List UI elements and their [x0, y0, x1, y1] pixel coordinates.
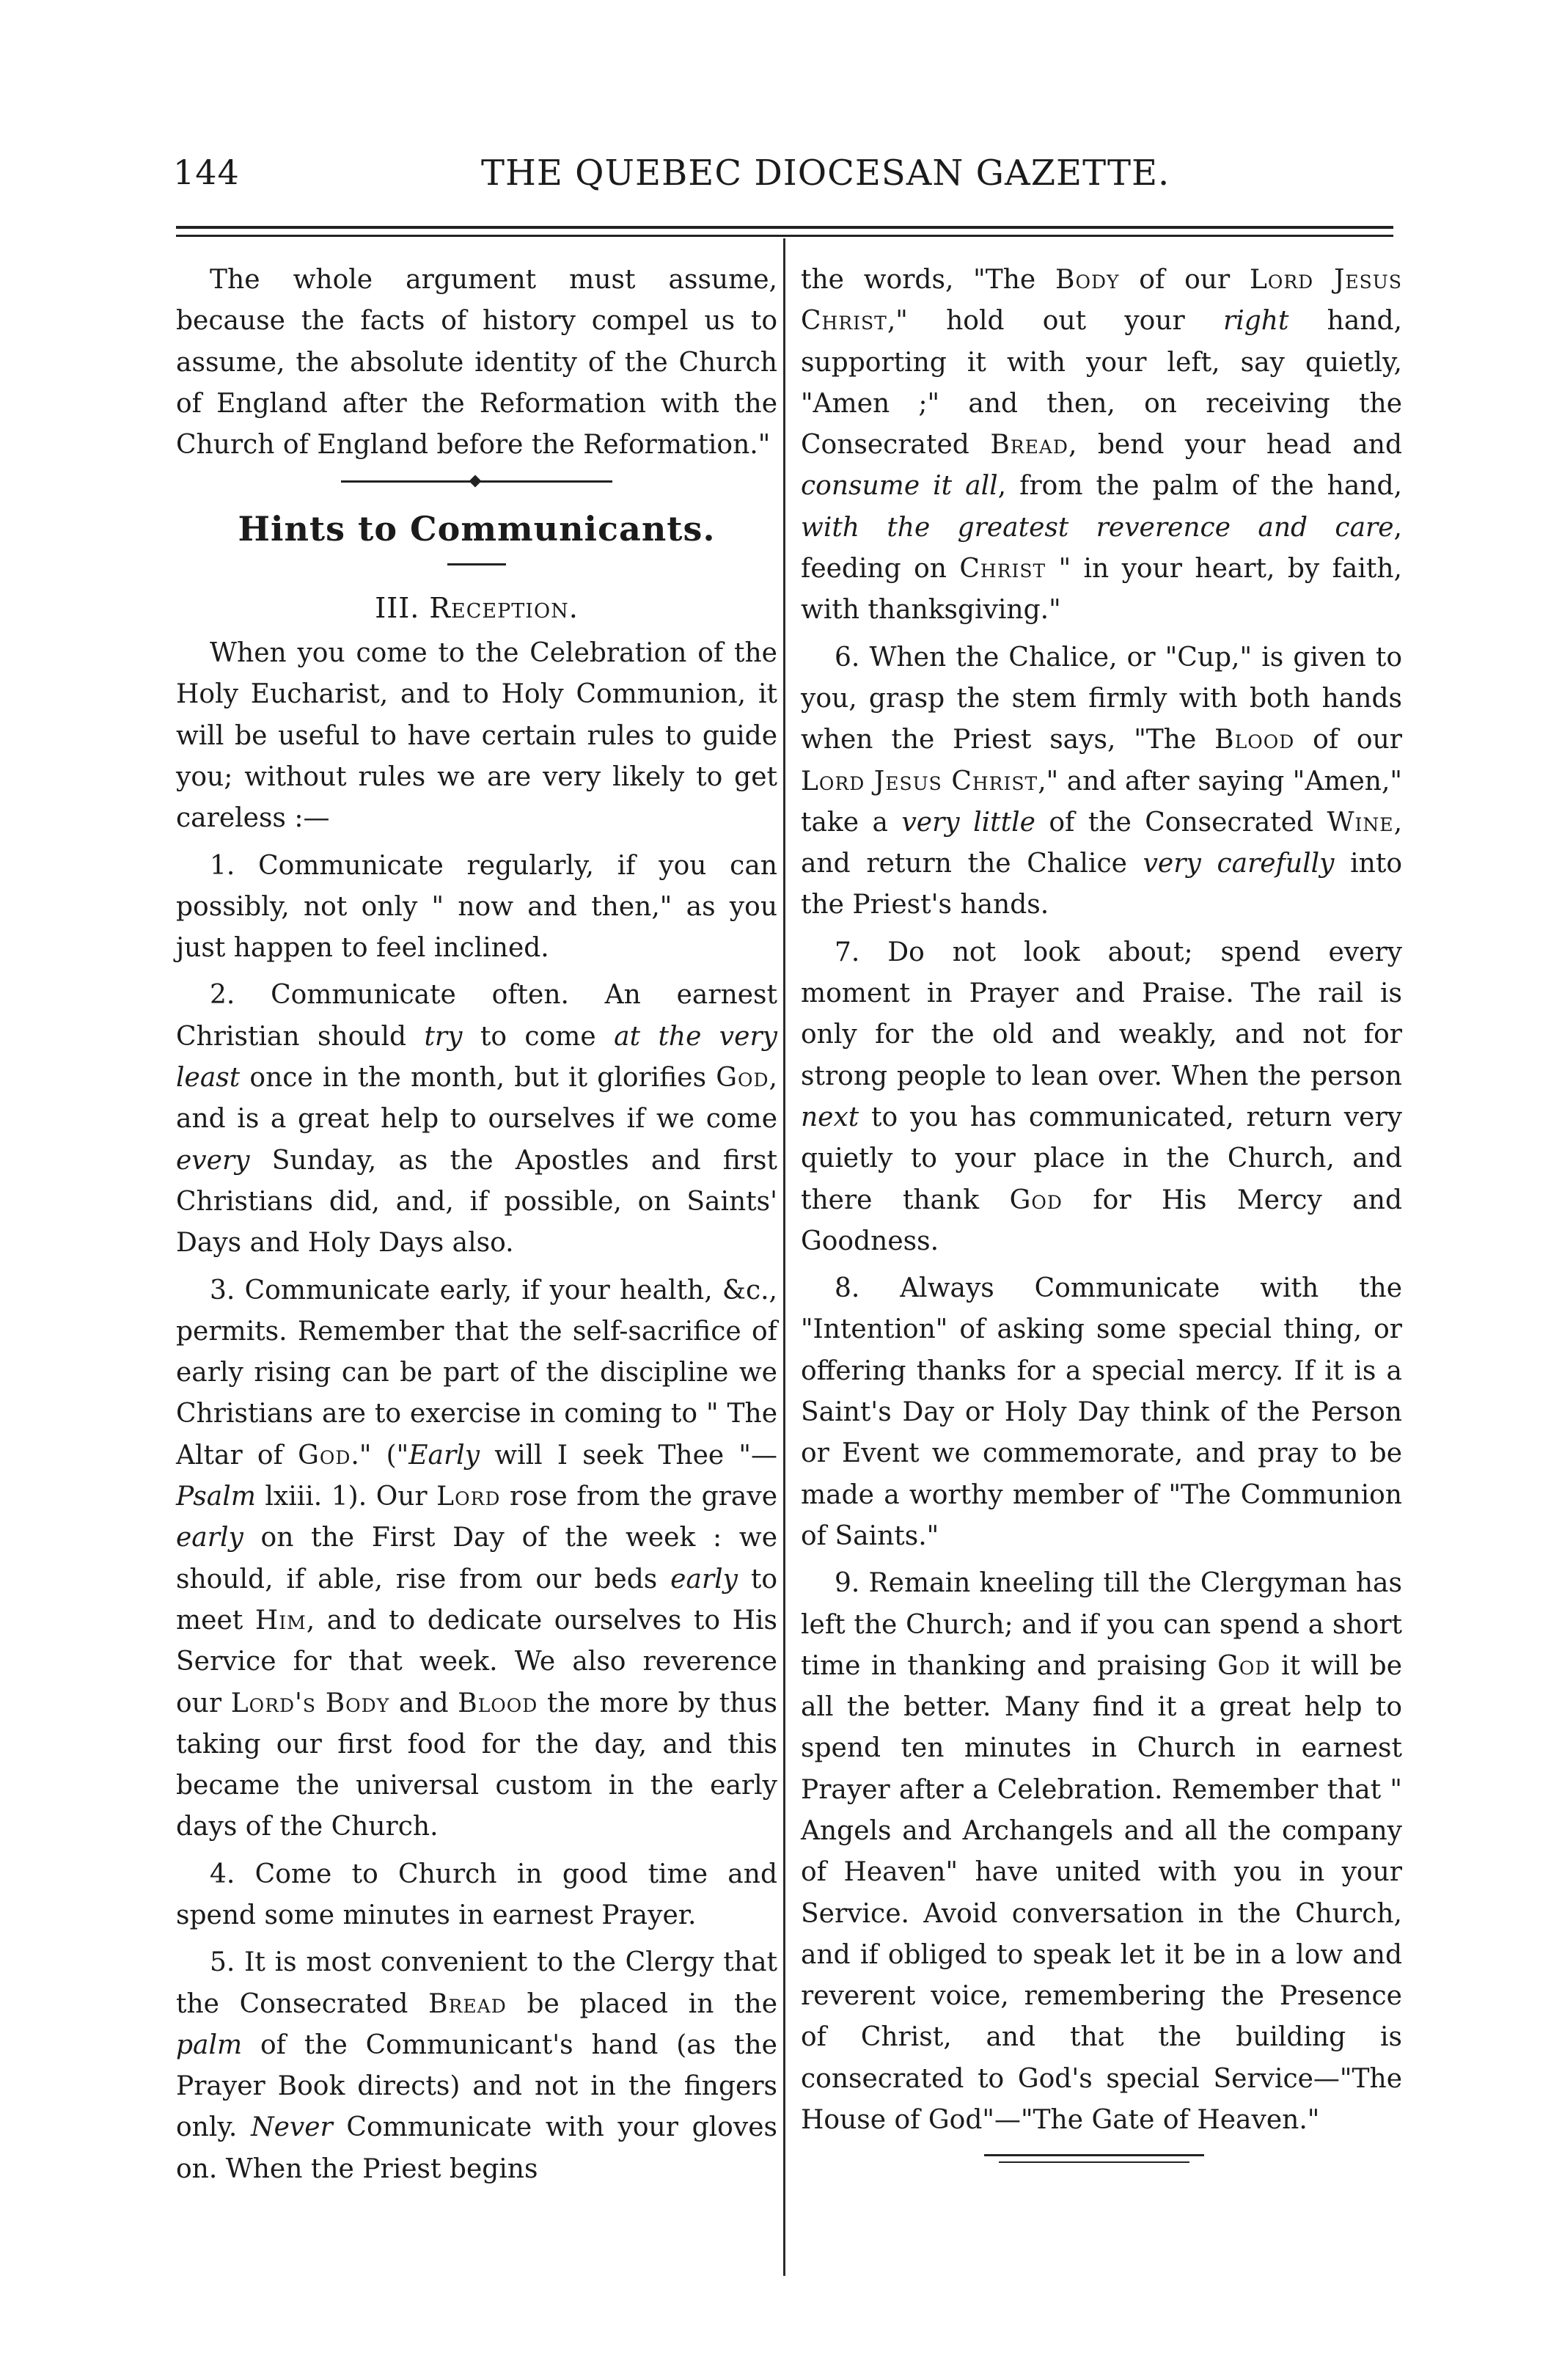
rule-4: 4. Come to Church in good time and spend some minutes in earnest Prayer. — [176, 1859, 777, 1930]
rule-6: 6. When the Chalice, or "Cup," is given to you, grasp the stem firmly with both hands when the Priest says, "The Blood of our Lord Jesus Christ," and after saying "Amen," take a very little of the Consecrated Wine, and return the Chalice very carefully into the Priest's hands. — [801, 642, 1403, 920]
end-ornament — [801, 2148, 1402, 2178]
subheading: III. Reception. — [375, 591, 579, 624]
rule-3: 3. Communicate early, if your health, &c., permits. Remember that the self-sacrifice of early rising can be part of the discipline we Christians are to exercise in coming to " The Altar of God." ("Early will I seek Thee "—Psalm lxiii. 1). Our Lord rose from the grave early on the First Day of the week : we should, if able, rise from our beds early to meet Him, and to dedicate ourselves to His Service for that week. We also reverence our Lord's Body and Blood the more by thus taking our first food for the day, and this became the universal custom in the early days of the Church. — [176, 1275, 778, 1842]
running-head: THE QUEBEC DIOCESAN GAZETTE. — [481, 153, 1170, 194]
column-divider — [783, 238, 785, 2276]
right-column — [801, 260, 1402, 2178]
intro-paragraph: When you come to the Celebration of the Holy Eucharist, and to Holy Communion, it will be useful to have certain rules to guide you; without rules we are very likely to get careless :— — [176, 638, 777, 834]
left-column — [176, 260, 777, 2190]
quote-continuation: The whole argument must assume, because the facts of history compel us to assume, the absolute identity of the Church of England after the Reformation with the Church of England before the Reformation." — [176, 265, 777, 461]
rule-2: 2. Communicate often. An earnest Christian should try to come at the very least once in the month, but it glorifies God, and is a great help to ourselves if we come every Sunday, as the Apostles and first Christians did, and, if possible, on Saints' Days and Holy Days also. — [176, 980, 777, 1259]
heading-rule — [447, 563, 506, 565]
rule-9: 9. Remain kneeling till the Clergyman has left the Church; and if you can spend a short time in thanking and praising God it will be all the better. Many find it a great help to spend ten minutes in Church in earnest Prayer after a Celebration. Remember that " Angels and Archangels and all the company of Heaven" have united with you in your Service. Avoid conversation in the Church, and if obliged to speak let it be in a low and reverent voice, remembering the Presence of Christ, and that the building is consecrated to God's special Service—"The House of God"—"The Gate of Heaven." — [801, 1568, 1402, 2136]
header-rule-second — [176, 235, 1393, 237]
page-number: 144 — [173, 153, 240, 192]
rule-5-continuation: the words, "The Body of our Lord Jesus Christ," hold out your right hand, supporting it with your left, say quietly, "Amen ;" and then, on receiving the Consecrated Bread, bend your head and consume it all, from the palm of the hand, with the greatest reverence and care, feeding on Christ " in your heart, by faith, with thanksgiving." — [801, 265, 1403, 626]
rule-1: 1. Communicate regularly, if you can possibly, not only " now and then," as you just happen to feel inclined. — [176, 850, 777, 964]
rule-8: 8. Always Communicate with the "Intention" of asking some special thing, or offering thanks for a special mercy. If it is a Saint's Day or Holy Day think of the Person or Event we commemorate, and pray to be made a worthy member of "The Communion of Saints." — [801, 1273, 1402, 1551]
section-ornament — [176, 466, 777, 505]
section-heading: Hints to Communicants. — [238, 509, 716, 549]
rule-5: 5. It is most convenient to the Clergy that the Consecrated Bread be placed in the palm of the Communicant's hand (as the Prayer Book directs) and not in the fingers only. Never Communicate with your gloves on. When the Priest begins — [176, 1947, 777, 2184]
page-header — [173, 153, 1390, 199]
header-rule — [176, 226, 1393, 229]
rule-7: 7. Do not look about; spend every moment in Prayer and Praise. The rail is only for the old and weakly, and not for strong people to lean over. When the person next to you has communicated, return very quietly to your place in the Church, and there thank God for His Mercy and Goodness. — [801, 937, 1402, 1256]
